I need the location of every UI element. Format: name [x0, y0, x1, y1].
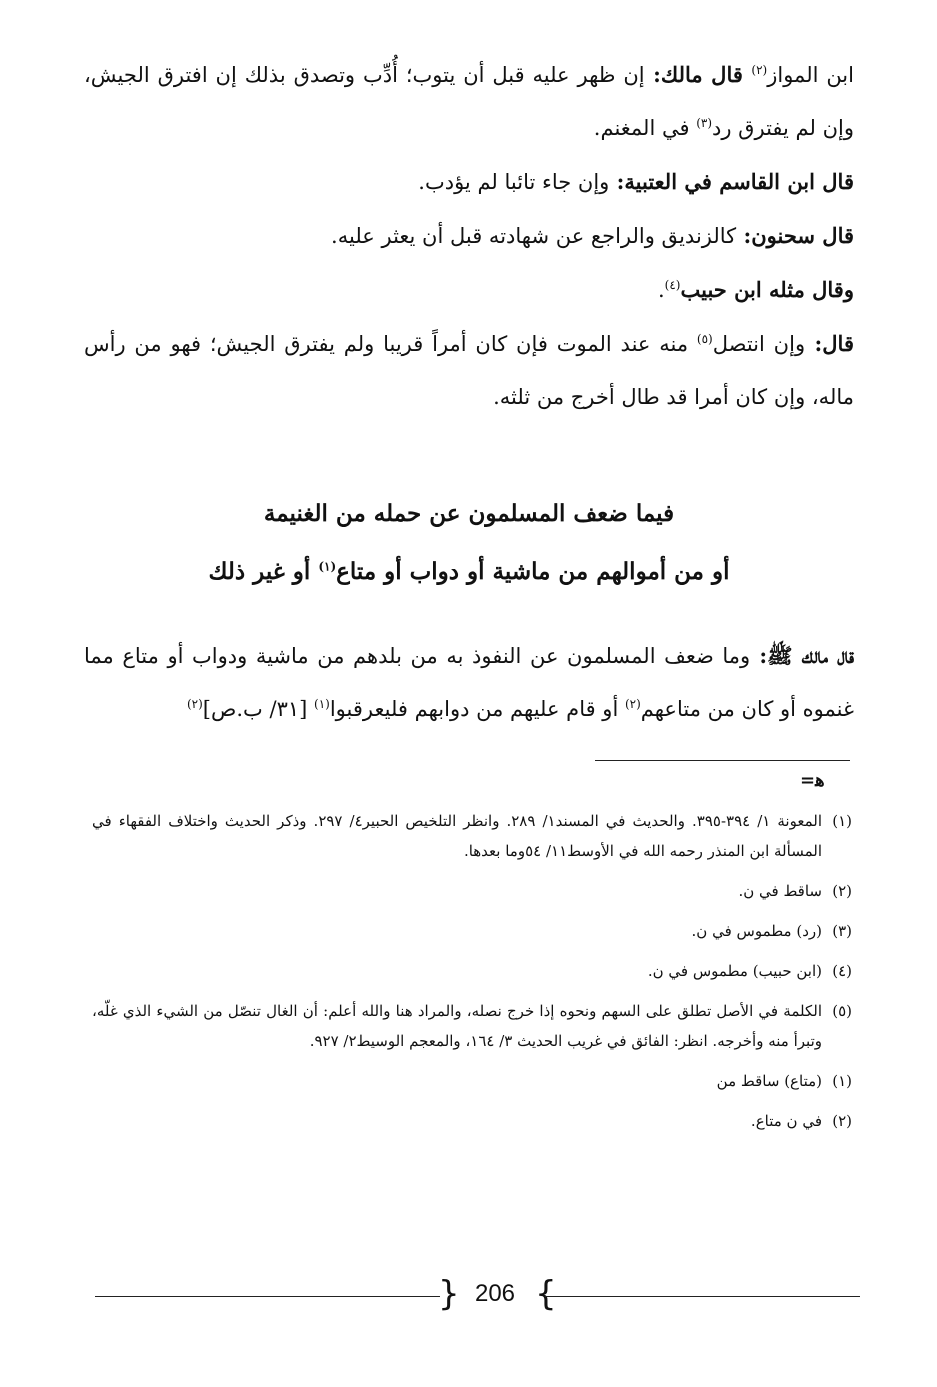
page-number: 206: [474, 1280, 516, 1307]
footnote-number: (٢): [832, 1112, 852, 1130]
text-run: قال ابن القاسم في العتبية:: [609, 169, 854, 194]
main-text: [84, 48, 854, 424]
footnote-item: [92, 996, 852, 1056]
text-run: قال:: [805, 331, 854, 356]
section-heading-line-1: فيما ضعف المسلمون عن حمله من الغنيمة: [263, 500, 675, 527]
text-run: وقال مثله ابن حبيب: [680, 277, 854, 302]
footnote-item: [92, 1106, 852, 1136]
text-run: منه عند الموت فإن كان أمراً قريبا ولم يفترق الجيش؛ فهو من رأس ماله، وإن كان أمرا قد طال أخرج من ثلثه.: [84, 332, 854, 409]
text-run: [٣١/ ب.ص]: [202, 697, 315, 721]
footnote-ref: (٢): [186, 697, 203, 711]
footnote-number: (٥): [832, 1002, 852, 1020]
page-number-bracket-right: }: [535, 1274, 557, 1314]
footer-rule-left: [95, 1296, 440, 1297]
footnote-text: ساقط في ن.: [738, 882, 822, 900]
footnote-item: [92, 806, 852, 866]
paragraph: [84, 209, 854, 263]
footnote-ref: (١): [314, 697, 330, 711]
text-run: قال مالك ﷺ:: [750, 643, 855, 668]
footnote-text: (متاع) ساقط من: [716, 1072, 822, 1090]
footnote-number: (١): [832, 812, 852, 830]
heading-footnote-ref: (١): [318, 559, 337, 574]
paragraph: [84, 155, 854, 209]
text-run: ابن المواز: [767, 63, 854, 87]
text-run: وإن انتصل: [712, 332, 806, 356]
text-run: وإن جاء تائبا لم يؤدب.: [418, 170, 610, 194]
footnote-text: (رد) مطموس في ن.: [691, 922, 822, 940]
footnote-ref: (٣): [696, 116, 713, 130]
paragraph: [84, 263, 854, 317]
footnote-ref: (٢): [624, 697, 641, 711]
text-run: قال مالك:: [644, 62, 752, 87]
paragraph: [84, 48, 854, 155]
footnote-text: (ابن حبيب) مطموس في ن.: [647, 962, 822, 980]
page-number-bracket-left: {: [438, 1274, 460, 1314]
footnote-ref: (٥): [696, 332, 713, 346]
section-body-text: [84, 608, 854, 757]
footnote-item: [92, 876, 852, 906]
text-run: كالزنديق والراجع عن شهادته قبل أن يعثر عليه.: [331, 224, 737, 248]
page-footer: [95, 1270, 860, 1320]
text-run: في المغنم.: [593, 116, 697, 140]
text-run: وما ضعف المسلمون عن النفوذ به من بلدهم من ماشية ودواب أو متاع مما غنموه أو كان من متاعهم: [84, 644, 854, 721]
footnote-number: (٣): [832, 922, 852, 940]
footnote-number: (٢): [832, 882, 852, 900]
footnote-text: المعونة ١/ ٣٩٤-٣٩٥. والحديث في المسند١/ ٢٨٩. وانظر التلخيص الحبير٤/ ٢٩٧. وذكر الحديث واختلاف الفقهاء في المسألة ابن المنذر رحمه الله في الأوسط١١/ ٥٤وما بعدها.: [92, 812, 822, 860]
footnote-number: (١): [832, 1072, 852, 1090]
footer-rule-right: [545, 1296, 860, 1297]
footnote-ref: (٢): [751, 63, 768, 77]
footnote-item: [92, 916, 852, 946]
paragraph: [84, 317, 854, 424]
text-run: إن ظهر عليه قبل أن يتوب؛ أُدِّب وتصدق بذلك إن افترق الجيش، وإن لم يفترق رد: [84, 63, 854, 140]
section-heading-line-2: [84, 558, 854, 585]
footnote-text: الكلمة في الأصل تطلق على السهم ونحوه إذا خرج نصله، والمراد هنا والله أعلم: أن الغال تنصّل من الشيء الذي غلّه، وتبرأ منه وأخرجه. انظر: الفائق في غريب الحديث ٣/ ١٦٤، والمعجم الوسيط٢/ ٩٢٧.: [92, 1002, 822, 1050]
text-run: .: [657, 278, 665, 302]
text-run: أو قام عليهم من دوابهم فليعرقبوا: [329, 697, 625, 721]
footnote-marker-glyph: ﻫ=: [800, 770, 825, 791]
heading-text-a: أو من أموالهم من ماشية أو دواب أو متاع: [336, 558, 730, 585]
footnotes: [92, 806, 852, 1146]
footnote-ref: (٤): [664, 278, 681, 292]
footnote-separator: [595, 760, 850, 761]
heading-text-b: أو غير ذلك: [208, 558, 319, 585]
footnote-item: [92, 956, 852, 986]
footnote-text: في ن متاع.: [750, 1112, 822, 1130]
footnote-number: (٤): [832, 962, 852, 980]
footnote-item: [92, 1066, 852, 1096]
paragraph: [84, 629, 854, 736]
text-run: قال سحنون:: [736, 223, 854, 248]
